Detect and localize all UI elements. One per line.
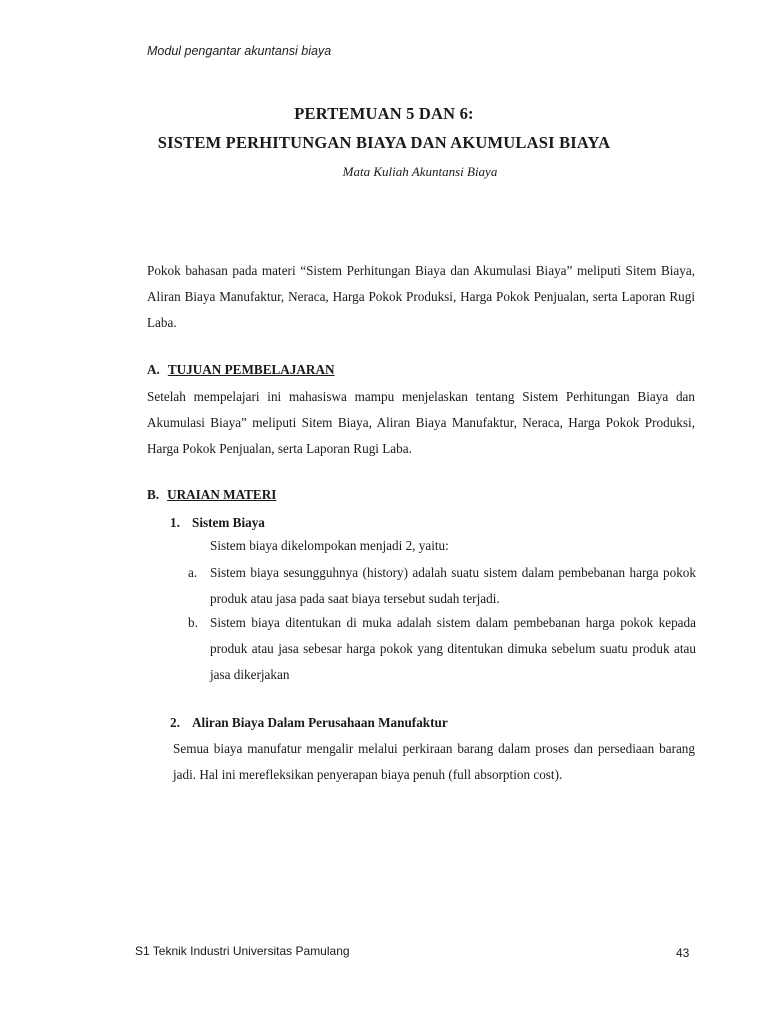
page-number: 43	[676, 946, 690, 960]
section-b-heading	[147, 487, 276, 503]
subsection-1-intro: Sistem biaya dikelompokan menjadi 2, yaitu:	[210, 538, 449, 553]
course-subtitle: Mata Kuliah Akuntansi Biaya	[342, 164, 498, 179]
subsection-1-heading	[170, 515, 265, 531]
list-item	[188, 560, 696, 612]
section-b-marker: B.	[147, 487, 160, 502]
intro-paragraph: Pokok bahasan pada materi “Sistem Perhitungan Biaya dan Akumulasi Biaya” meliputi Sitem Biaya, Aliran Biaya Manufaktur, Neraca, Harga Pokok Produksi, Harga Pokok Penjualan, serta Laporan Rugi Laba.	[147, 263, 695, 330]
footer-institution: S1 Teknik Industri Universitas Pamulang	[135, 944, 350, 958]
subsection-2-number: 2.	[170, 715, 180, 730]
section-a-title: TUJUAN PEMBELAJARAN	[167, 362, 335, 377]
section-a-heading	[147, 362, 335, 378]
list-item	[188, 610, 696, 688]
list-item-text: Sistem biaya sesungguhnya (history) adalah suatu sistem dalam pembebanan harga pokok produk atau jasa pada saat biaya tersebut sudah terjadi.	[210, 565, 696, 606]
section-b-title: URAIAN MATERI	[167, 487, 277, 502]
list-item-text: Sistem biaya ditentukan di muka adalah sistem dalam pembebanan harga pokok kepada produk atau jasa sebesar harga pokok yang ditentukan dimuka sebelum suatu produk atau jasa dikerjakan	[210, 615, 696, 682]
subsection-2-title: Aliran Biaya Dalam Perusahaan Manufaktur	[192, 715, 448, 730]
running-header: Modul pengantar akuntansi biaya	[147, 44, 332, 58]
page-title-line-2: SISTEM PERHITUNGAN BIAYA DAN AKUMULASI BIAYA	[157, 133, 611, 152]
subsection-2-body: Semua biaya manufatur mengalir melalui perkiraan barang dalam proses dan persediaan barang jadi. Hal ini merefleksikan penyerapan biaya penuh (full absorption cost).	[173, 741, 695, 782]
list-item-marker: b.	[188, 615, 198, 630]
subsection-1-title: Sistem Biaya	[192, 515, 265, 530]
section-a-marker: A.	[147, 362, 160, 377]
page-title-line-1: PERTEMUAN 5 DAN 6:	[294, 104, 474, 123]
subsection-2-heading	[170, 715, 448, 731]
section-a-body: Setelah mempelajari ini mahasiswa mampu menjelaskan tentang Sistem Perhitungan Biaya dan Akumulasi Biaya” meliputi Sitem Biaya, Aliran Biaya Manufaktur, Neraca, Harga Pokok Produksi, Harga Pokok Penjualan, serta Laporan Rugi Laba.	[147, 389, 695, 456]
subsection-1-number: 1.	[170, 515, 180, 530]
list-item-marker: a.	[188, 565, 198, 580]
